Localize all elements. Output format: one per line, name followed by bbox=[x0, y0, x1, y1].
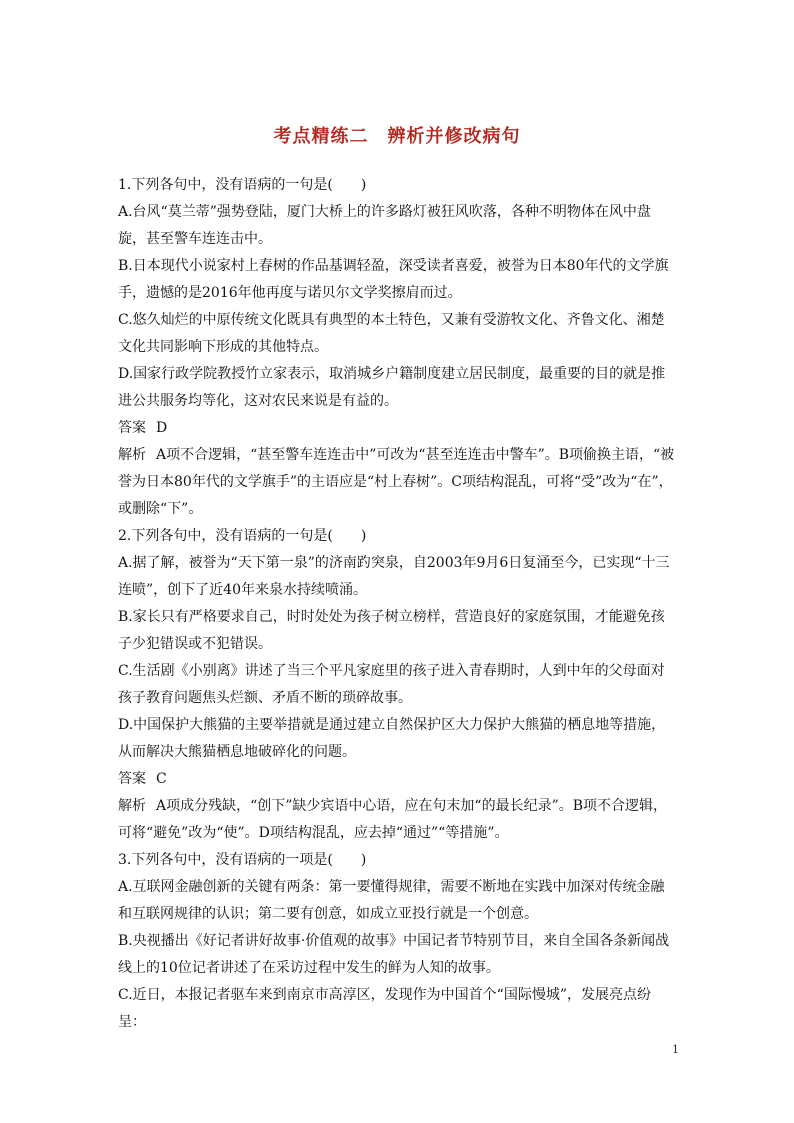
page-number: 1 bbox=[672, 1043, 679, 1056]
q3-option-b: B.央视播出《好记者讲好故事·价值观的故事》中国记者节特别节目，来自全国各条新闻战线上的10位记者讲述了在采访过程中发生的鲜为人知的故事。 bbox=[118, 933, 670, 976]
answer-label: 答案 bbox=[118, 420, 146, 436]
q2-analysis bbox=[118, 793, 678, 847]
q1-option-a: A.台风“莫兰蒂”强势登陆，厦门大桥上的许多路灯被狂风吹落，各种不明物体在风中盘旋，甚至警车连连击中。 bbox=[118, 204, 651, 247]
q2-option-c: C.生活剧《小别离》讲述了当三个平凡家庭里的孩子进入青春期时，人到中年的父母面对孩子教育问题焦头烂额、矛盾不断的琐碎故事。 bbox=[118, 663, 665, 706]
q1-option-d: D.国家行政学院教授竹立家表示，取消城乡户籍制度建立居民制度，最重要的目的就是推进公共服务均等化，这对农民来说是有益的。 bbox=[118, 366, 666, 409]
q1-option-b: B.日本现代小说家村上春树的作品基调轻盈，深受读者喜爱，被誉为日本80年代的文学旗手，遗憾的是2016年他再度与诺贝尔文学奖擦肩而过。 bbox=[118, 258, 669, 301]
q3-stem: 3.下列各句中，没有语病的一项是( ) bbox=[118, 852, 367, 868]
q1-answer bbox=[118, 415, 678, 442]
q3-option-a: A.互联网金融创新的关键有两条：第一要懂得规律，需要不断地在实践中加深对传统金融和互联网规律的认识；第二要有创意，如成立亚投行就是一个创意。 bbox=[118, 879, 665, 922]
answer-label: 答案 bbox=[118, 771, 146, 787]
answer-value: C bbox=[156, 771, 167, 787]
q2-option-a: A.据了解，被誉为“天下第一泉”的济南趵突泉，自2003年9月6日复涌至今，已实现“十三连喷”，创下了近40年来泉水持续喷涌。 bbox=[118, 555, 670, 598]
q1-option-c: C.悠久灿烂的中原传统文化既具有典型的本土特色，又兼有受游牧文化、齐鲁文化、湘楚文化共同影响下形成的其他特点。 bbox=[118, 312, 665, 355]
q2-answer bbox=[118, 766, 678, 793]
q2-stem: 2.下列各句中，没有语病的一句是( ) bbox=[118, 528, 367, 544]
q2-option-b: B.家长只有严格要求自己，时时处处为孩子树立榜样，营造良好的家庭氛围，才能避免孩子少犯错误或不犯错误。 bbox=[118, 609, 665, 652]
answer-value: D bbox=[156, 420, 168, 436]
q3-option-c: C.近日，本报记者驱车来到南京市高淳区，发现作为中国首个“国际慢城”，发展亮点纷呈： bbox=[118, 987, 651, 1030]
q1-stem: 1.下列各句中，没有语病的一句是( ) bbox=[118, 177, 367, 193]
analysis-label: 解析 bbox=[118, 447, 146, 463]
document-body bbox=[118, 172, 678, 1036]
q2-option-d: D.中国保护大熊猫的主要举措就是通过建立自然保护区大力保护大熊猫的栖息地等措施，从而解决大熊猫栖息地破碎化的问题。 bbox=[118, 717, 666, 760]
analysis-text: A项不合逻辑，“甚至警车连连击中”可改为“甚至连连击中警车”。B项偷换主语，“被誉为日本80年代的文学旗手”的主语应是“村上春树”。C项结构混乱，可将“受”改为“在”，或删除“下”。 bbox=[118, 447, 675, 517]
analysis-text: A项成分残缺，“创下”缺少宾语中心语，应在句末加“的最长纪录”。B项不合逻辑，可将“避免”改为“使”。D项结构混乱，应去掉“通过”“等措施”。 bbox=[118, 798, 668, 841]
analysis-label: 解析 bbox=[118, 798, 146, 814]
page-title: 考点精练二 辨析并修改病句 bbox=[273, 126, 521, 147]
q1-analysis bbox=[118, 442, 678, 523]
